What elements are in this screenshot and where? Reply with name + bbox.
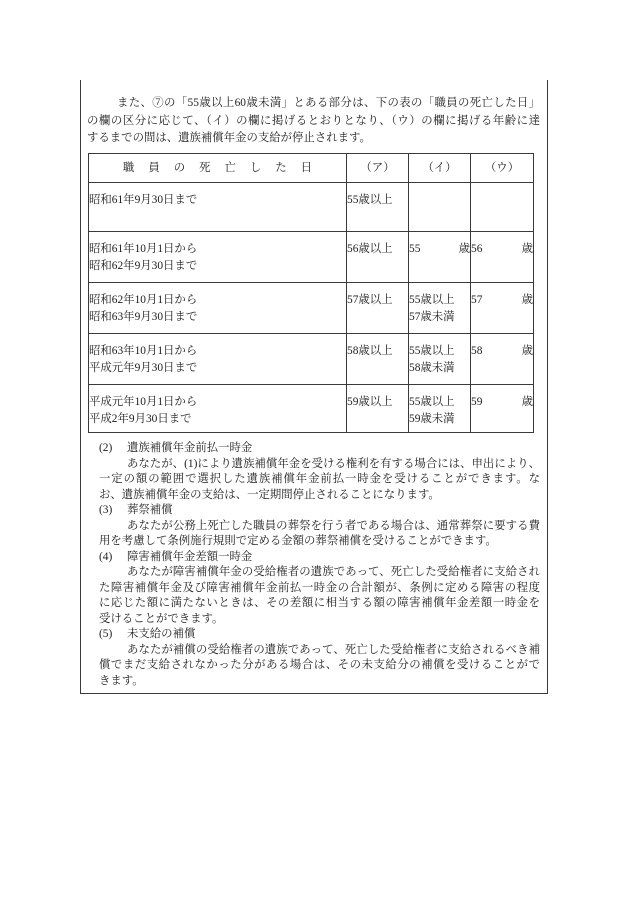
- suspension-age-table: [88, 153, 534, 433]
- section-text-line: お、遺族補償年金の支給は、一定期間停止されることになります。: [99, 488, 440, 501]
- header-column-a: （ア）: [347, 154, 409, 183]
- section-funeral-compensation: [99, 503, 540, 550]
- table-row: [89, 334, 534, 385]
- column-a-cell: [347, 385, 409, 433]
- section-text-line: 一定の額の範囲で選択した遺族補償年金前払一時金を受けることができます。な: [99, 473, 540, 485]
- date-line: 平成2年9月30日まで: [89, 413, 192, 425]
- section-title: 葬祭補償: [127, 504, 173, 516]
- age-number: 57: [471, 294, 483, 306]
- section-heading: [99, 627, 540, 643]
- date-line: 昭和61年10月1日から: [89, 243, 198, 255]
- section-text-line: あなたが補償の受給権者の遺族であって、死亡した受給権者に支給されるべき補: [127, 643, 540, 656]
- column-u-cell: [471, 183, 534, 232]
- age-range-line: 55歳以上: [409, 294, 455, 306]
- age-number: 58: [471, 345, 483, 357]
- column-a-cell: [347, 283, 409, 334]
- column-a-cell: [347, 232, 409, 283]
- section-heading: [99, 441, 540, 457]
- age-range-line: 55歳以上: [409, 345, 455, 357]
- date-line: 昭和62年9月30日まで: [89, 260, 198, 272]
- age-value: 57歳以上: [347, 294, 393, 306]
- section-text-line: 用を考慮して条例施行規則で定める金額の葬祭補償を受けることができます。: [99, 535, 497, 547]
- age-value: 59歳以上: [347, 396, 393, 408]
- death-date-cell: [89, 232, 347, 283]
- section-lump-sum-advance: [99, 441, 540, 503]
- death-date-cell: [89, 334, 347, 385]
- column-i-cell: [409, 334, 471, 385]
- table-row: [89, 183, 534, 232]
- intro-line: の欄の区分に応じて、（イ）の欄に掲げるとおりとなり、（ウ）の欄に掲げる年齢に達: [87, 114, 540, 127]
- section-text-line: 受けることができます。: [99, 612, 224, 625]
- benefit-sections: [99, 441, 540, 689]
- table-row: [89, 283, 534, 334]
- section-number: (4): [99, 550, 113, 563]
- intro-line: するまでの間は、遺族補償年金の支給が停止されます。: [87, 132, 371, 144]
- age-value: [409, 241, 470, 258]
- column-u-cell: [471, 283, 534, 334]
- section-title: 障害補償年金差額一時金: [127, 550, 253, 563]
- section-title: 遺族補償年金前払一時金: [127, 442, 253, 454]
- death-date-cell: [89, 183, 347, 232]
- section-text-line: に応じた額に満たないときは、その差額に相当する額の障害補償年金差額一時金を: [99, 597, 540, 609]
- section-title: 未支給の補償: [127, 628, 196, 640]
- header-column-i: （イ）: [409, 154, 471, 183]
- table-row: [89, 232, 534, 283]
- section-text-line: あなたが、(1)により遺族補償年金を受ける権利を有する場合には、申出により、: [127, 457, 540, 470]
- age-unit: 歳: [521, 294, 533, 306]
- column-a-cell: [347, 334, 409, 385]
- column-i-cell: [409, 183, 471, 232]
- header-death-date: [89, 154, 347, 183]
- age-value: 58歳以上: [347, 345, 393, 357]
- section-text-line: た障害補償年金及び障害補償年金前払一時金の合計額が、条例に定める障害の程度: [99, 581, 540, 594]
- age-range-line: 55歳以上: [409, 396, 455, 408]
- section-text-line: あなたが公務上死亡した職員の葬祭を行う者である場合は、通常葬祭に要する費: [127, 519, 540, 532]
- table-row: [89, 385, 534, 433]
- age-unit: 歳: [521, 243, 533, 255]
- age-range-line: 58歳未満: [409, 362, 455, 374]
- age-value: [471, 343, 533, 360]
- column-u-cell: [471, 334, 534, 385]
- date-line: 平成元年10月1日から: [89, 396, 198, 408]
- date-line: 平成元年9月30日まで: [89, 362, 198, 374]
- date-line: 昭和63年9月30日まで: [89, 311, 198, 323]
- column-i-cell: [409, 283, 471, 334]
- age-value: [471, 394, 533, 411]
- section-heading: [99, 503, 540, 519]
- age-number: 56: [471, 243, 483, 255]
- section-text-line: 償でまだ支給されなかった分がある場合は、その未支給分の補償を受けることがで: [99, 659, 540, 671]
- header-death-date-label: 職員の死亡した日: [122, 161, 327, 174]
- intro-line: また、⑦の「55歳以上60歳未満」とある部分は、下の表の「職員の死亡した日」: [117, 97, 540, 109]
- age-unit: 歳: [521, 396, 533, 408]
- age-number: 55: [409, 243, 421, 255]
- section-number: (2): [99, 442, 113, 454]
- date-line: 昭和63年10月1日から: [89, 345, 198, 357]
- age-value: 56歳以上: [347, 243, 393, 255]
- section-text-line: きます。: [99, 674, 144, 687]
- death-date-cell: [89, 283, 347, 334]
- date-line: 昭和62年10月1日から: [89, 294, 198, 306]
- age-unit: 歳: [458, 243, 470, 255]
- table-header-row: [89, 154, 534, 183]
- column-u-cell: [471, 385, 534, 433]
- age-value: 55歳以上: [347, 194, 393, 206]
- section-text-line: あなたが障害補償年金の受給権者の遺族であって、死亡した受給権者に支給され: [127, 566, 540, 578]
- column-u-cell: [471, 232, 534, 283]
- section-number: (3): [99, 504, 113, 516]
- age-unit: 歳: [521, 345, 533, 357]
- date-line: 昭和61年9月30日まで: [89, 194, 198, 206]
- section-heading: [99, 550, 540, 566]
- age-range-line: 59歳未満: [409, 413, 455, 425]
- section-number: (5): [99, 628, 113, 640]
- column-i-cell: [409, 232, 471, 283]
- section-disability-difference: [99, 550, 540, 628]
- age-value: [471, 292, 533, 309]
- column-a-cell: [347, 183, 409, 232]
- age-number: 59: [471, 396, 483, 408]
- section-unpaid-compensation: [99, 627, 540, 689]
- age-range-line: 57歳未満: [409, 311, 455, 323]
- header-column-u: （ウ）: [471, 154, 534, 183]
- death-date-cell: [89, 385, 347, 433]
- intro-paragraph: [87, 95, 540, 148]
- column-i-cell: [409, 385, 471, 433]
- age-value: [471, 241, 533, 258]
